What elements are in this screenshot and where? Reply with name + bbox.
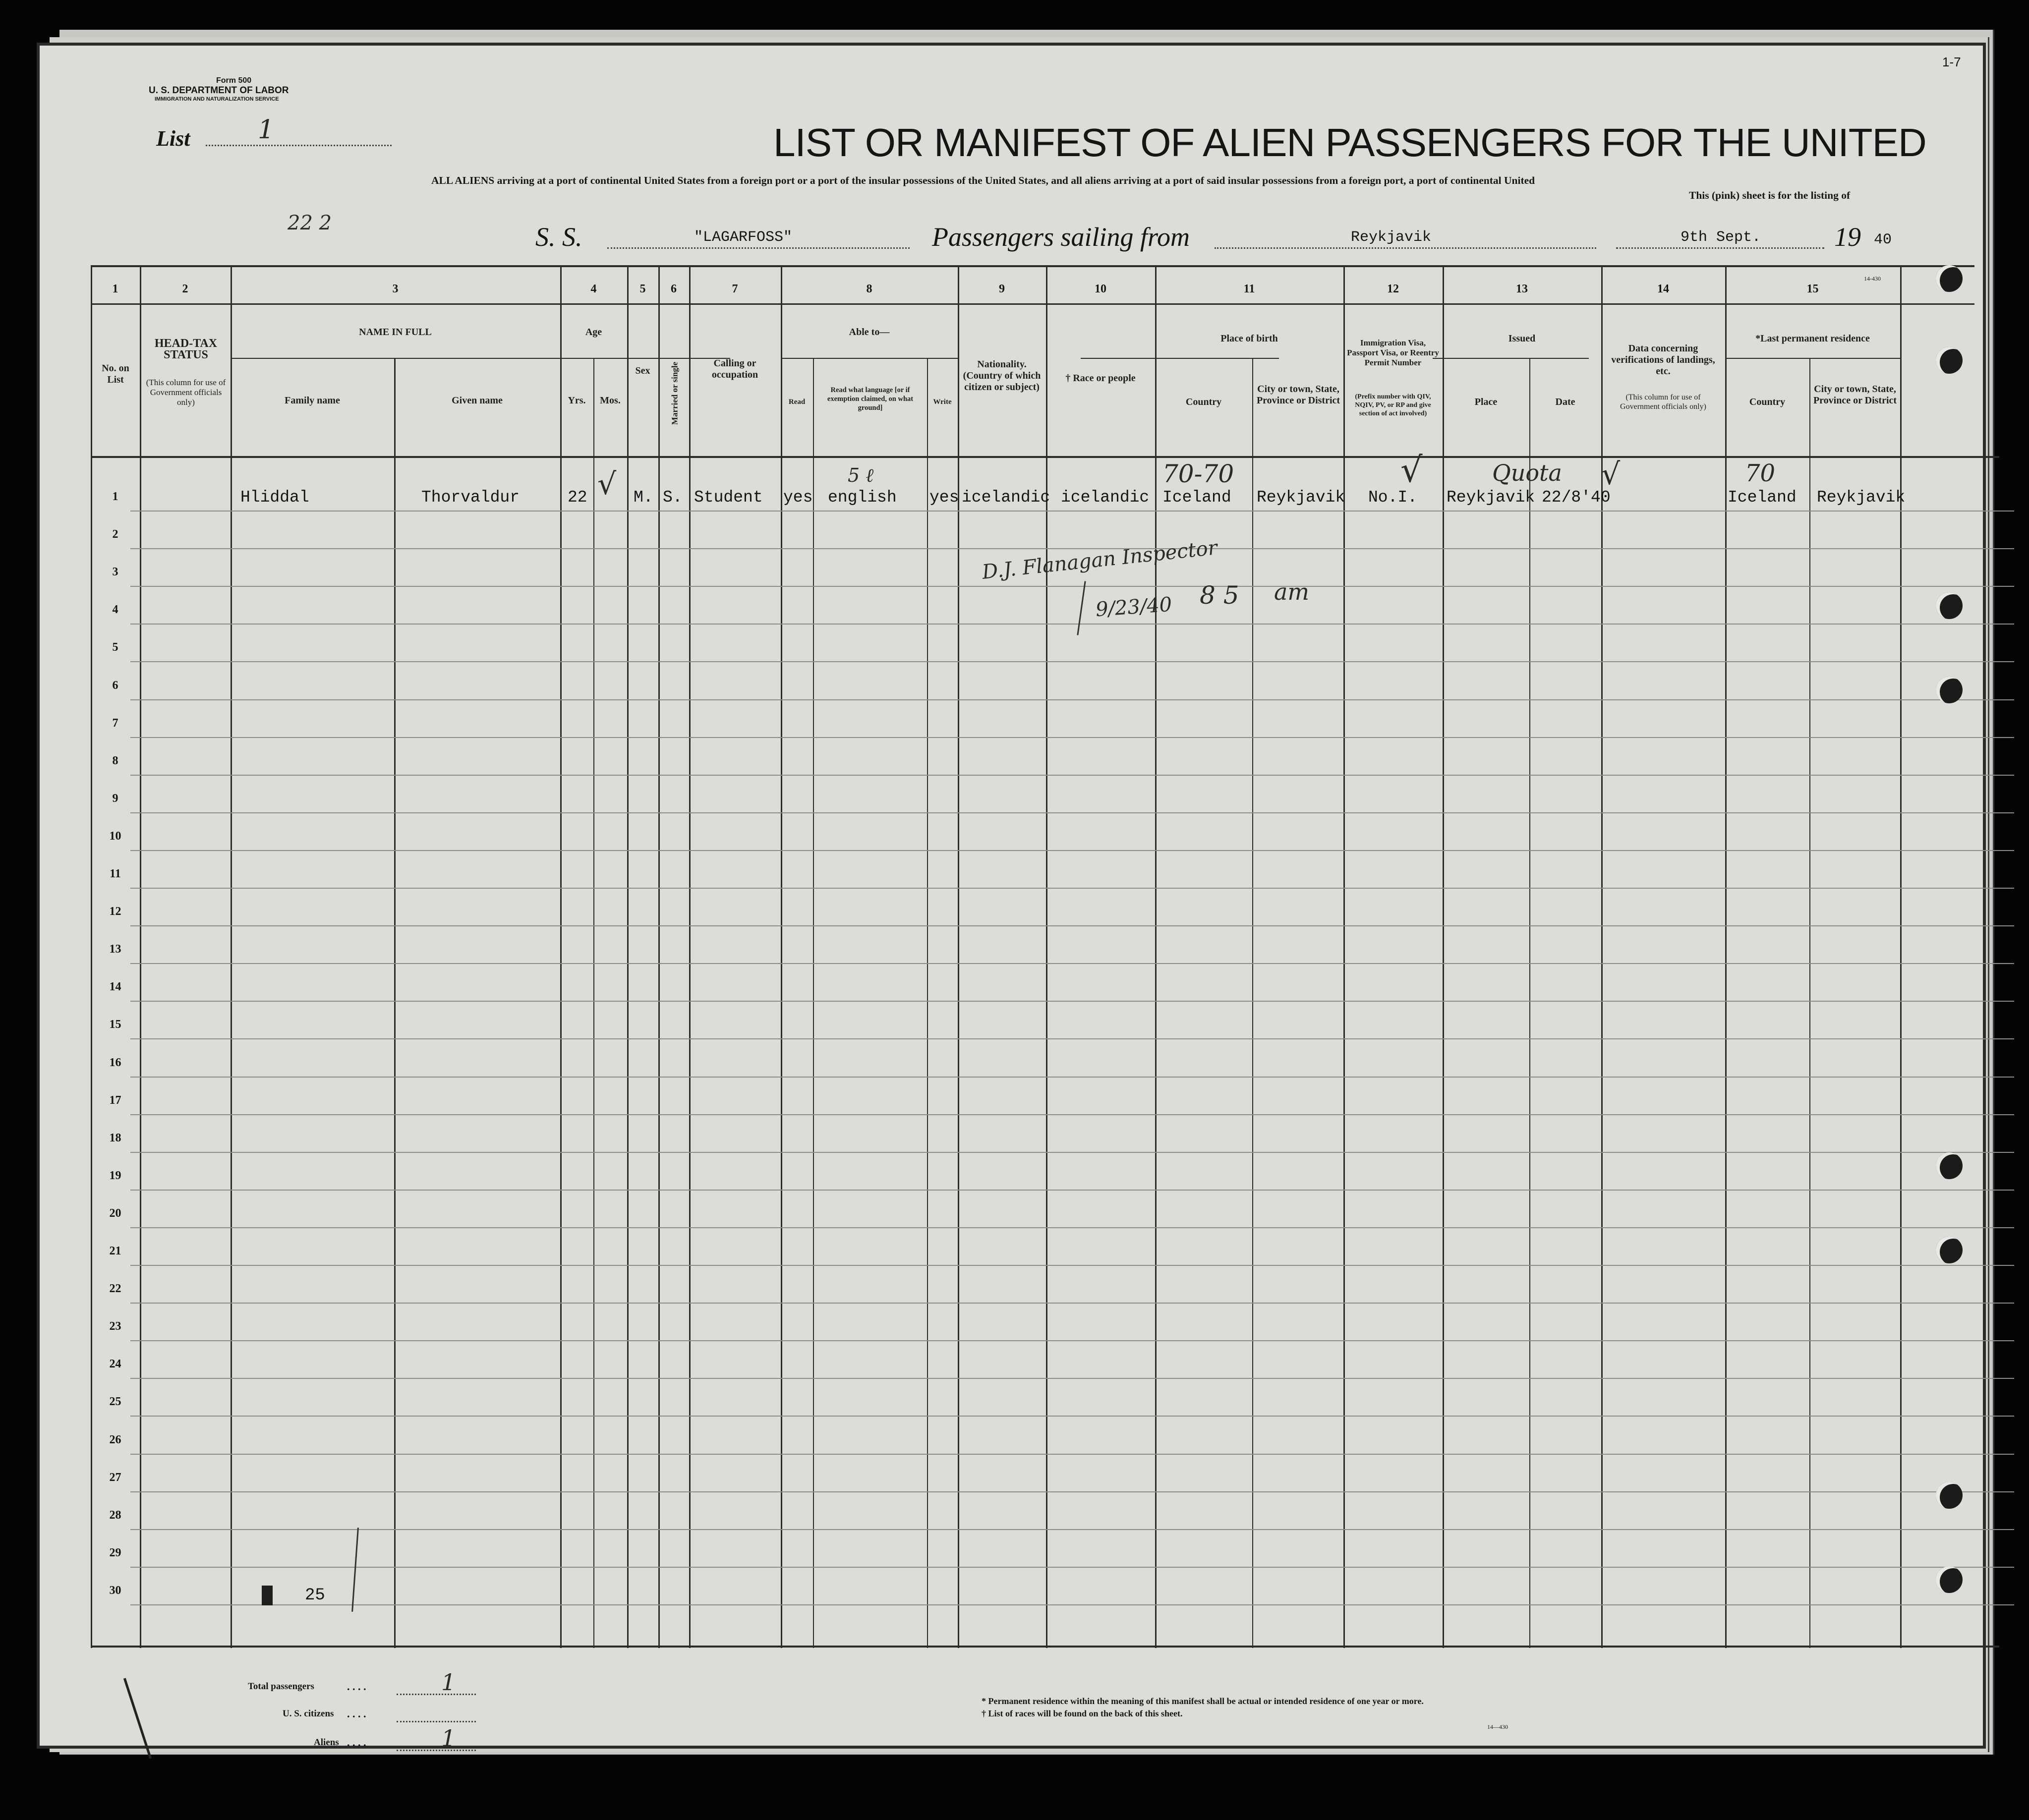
col-number-8: 8: [866, 283, 872, 295]
col-line-18: [1529, 358, 1530, 1648]
header-sex: Sex: [635, 365, 650, 376]
table-row-line: [130, 586, 2014, 587]
row1-issued-date: 22/8'40: [1542, 488, 1611, 507]
header-residence-country: Country: [1749, 397, 1786, 407]
inspection-ampm: am: [1274, 578, 1310, 605]
col-line-10: [813, 358, 814, 1648]
binder-hole-5: [1936, 1152, 1963, 1179]
header-given-name: Given name: [452, 395, 503, 406]
row-number: 18: [109, 1131, 121, 1144]
table-row-line: [130, 699, 2014, 700]
table-row-line: [130, 775, 2014, 776]
table-row-line: [130, 1152, 2014, 1153]
table-row-line: [130, 737, 2014, 738]
check-mark-mos: √: [597, 467, 617, 502]
footnote-permanent-residence: * Permanent residence within the meaning of this manifest shall be actual or intended residence of one year or more.: [982, 1696, 1424, 1706]
row1-issued-place: Reykjavik: [1447, 488, 1535, 507]
row-number: 10: [109, 829, 121, 843]
row1-residence-city: Reykjavik: [1817, 488, 1906, 507]
row-number: 21: [109, 1245, 121, 1257]
row-number: 1: [112, 490, 118, 503]
manifest-sheet: [40, 46, 1983, 1752]
row-number: 11: [110, 867, 121, 880]
row-number: 2: [112, 528, 118, 541]
col-number-7: 7: [732, 283, 738, 295]
table-row-line: [130, 1001, 2014, 1002]
header-able-to: Able to—: [849, 327, 890, 338]
table-row-line: [130, 1604, 2014, 1605]
department-label: U. S. DEPARTMENT OF LABOR: [149, 85, 289, 96]
table-row-line: [130, 1265, 2014, 1266]
header-visa: Immigration Visa, Passport Visa, or Reentry Permit Number: [1347, 338, 1439, 367]
col-line-2: [231, 265, 232, 1648]
col-line-21: [1809, 358, 1810, 1648]
header-birth-city: City or town, State, Province or District: [1256, 384, 1340, 406]
col-line-12: [958, 265, 959, 1648]
row-number: 16: [109, 1056, 121, 1069]
table-row-line: [130, 812, 2014, 813]
col-number-3: 3: [392, 283, 399, 295]
row1-family-name: Hliddal: [240, 488, 309, 507]
manifest-subtitle-2: This (pink) sheet is for the listing of: [1689, 189, 1851, 201]
list-underline: [206, 145, 392, 146]
table-row-line: [130, 1077, 2014, 1078]
row-number: 14: [109, 980, 121, 994]
language-annotation: 5 ℓ: [848, 464, 874, 486]
row-number: 13: [109, 943, 121, 956]
check-mark-issued: √: [1601, 457, 1621, 492]
table-row-line: [130, 1038, 2014, 1039]
ship-name: "LAGARFOSS": [694, 229, 793, 246]
col-line-3: [394, 358, 396, 1648]
row-number: 19: [109, 1169, 121, 1182]
col-number-14: 14: [1657, 283, 1669, 295]
col-number-12: 12: [1387, 283, 1399, 295]
inspector-signature: D.J. Flanagan Inspector: [981, 536, 1218, 584]
table-row-line: [130, 624, 2014, 625]
col-number-10: 10: [1095, 283, 1106, 295]
form-number: Form 500: [216, 76, 252, 85]
header-name-in-full: NAME IN FULL: [359, 327, 432, 338]
row-number: 17: [109, 1093, 121, 1107]
binder-hole-1: [1936, 265, 1963, 292]
table-row-line: [130, 963, 2014, 964]
header-calling: Calling or occupation: [711, 358, 758, 380]
row1-sex: M.: [634, 488, 653, 507]
header-yrs: Yrs.: [568, 395, 586, 406]
number-row-rule: [91, 303, 1974, 305]
col-line-15: [1252, 358, 1253, 1648]
row-number: 12: [109, 905, 121, 918]
binder-hole-8: [1936, 1566, 1963, 1593]
header-place-of-birth: Place of birth: [1220, 333, 1278, 344]
col-line-5: [593, 358, 594, 1648]
residence-sub-rule: [1725, 358, 1900, 359]
col-number-1: 1: [112, 283, 118, 295]
binder-hole-6: [1936, 1237, 1963, 1263]
col-line-4: [560, 265, 562, 1648]
row1-write: yes: [929, 488, 959, 507]
binder-hole-7: [1936, 1482, 1963, 1509]
total-passengers-label: Total passengers: [248, 1681, 314, 1692]
sailing-date: 9th Sept.: [1681, 229, 1761, 246]
row-number: 20: [109, 1206, 121, 1220]
table-row-line: [130, 1303, 2014, 1304]
row1-read: yes: [783, 488, 813, 507]
header-head-tax: HEAD-TAX STATUS: [154, 337, 218, 361]
row-number: 8: [112, 754, 118, 767]
header-issued-date: Date: [1555, 397, 1575, 407]
col-line-17: [1443, 265, 1444, 1648]
col-number-11: 11: [1243, 283, 1255, 295]
aliens-value: 1: [441, 1725, 456, 1752]
row1-occupation: Student: [694, 488, 763, 507]
row-number: 24: [109, 1358, 121, 1371]
table-row-line: [130, 1454, 2014, 1455]
table-row-line: [130, 1378, 2014, 1379]
col-line-6: [627, 265, 629, 1648]
table-bottom-rule: [91, 1646, 1999, 1648]
footer-code: 14—430: [1487, 1723, 1508, 1730]
table-row-line: [130, 1529, 2014, 1530]
binder-hole-4: [1936, 677, 1963, 703]
col-number-15: 15: [1806, 283, 1819, 295]
year-prefix: 19: [1834, 222, 1861, 252]
sailing-port: Reykjavik: [1351, 229, 1432, 246]
col-number-13: 13: [1516, 283, 1528, 295]
table-row-line: [130, 1190, 2014, 1191]
col-number-9: 9: [999, 283, 1005, 295]
header-read: Read: [788, 398, 806, 406]
row1-race: icelandic: [1061, 488, 1150, 507]
header-family-name: Family name: [285, 395, 340, 406]
row-number: 28: [109, 1508, 121, 1522]
header-head-tax-note: (This column for use of Government officials only): [146, 378, 226, 407]
header-nationality: Nationality. (Country of which citizen or subject): [963, 359, 1041, 393]
aliens-line: [397, 1750, 476, 1751]
row-number: 7: [112, 716, 118, 730]
row-number: 26: [109, 1433, 121, 1446]
bottom-stamp-number: 25: [305, 1586, 325, 1605]
ss-label: S. S.: [535, 222, 582, 252]
col-line-22: [1900, 265, 1902, 1648]
table-row-line: [130, 850, 2014, 851]
row-number: 25: [109, 1395, 121, 1409]
row-number: 22: [109, 1282, 121, 1296]
date-underline: [1616, 247, 1824, 249]
table-row-line: [130, 511, 2014, 512]
us-citizens-label: U. S. citizens: [283, 1708, 334, 1719]
row-number: 3: [112, 566, 118, 579]
header-read-language: Read what language [or if exemption claimed, on what ground]: [827, 386, 914, 412]
table-row-line: [130, 661, 2014, 662]
row1-visa: No.I.: [1368, 488, 1418, 507]
issued-sub-rule: [1433, 358, 1589, 359]
header-issued: Issued: [1508, 333, 1536, 344]
port-underline: [1215, 247, 1596, 249]
row-number: 4: [112, 603, 118, 617]
table-top-rule: [91, 265, 1974, 267]
row1-birth-country: Iceland: [1162, 488, 1231, 507]
year-suffix: 40: [1874, 231, 1892, 248]
header-birth-country: Country: [1185, 397, 1222, 407]
top-right-code: 14-430: [1864, 275, 1881, 282]
row-number: 5: [112, 641, 118, 654]
header-age: Age: [585, 327, 602, 338]
header-visa-note: (Prefix number with QIV, NQIV, PV, or RP and give section of act involved): [1355, 393, 1431, 417]
header-last-residence: *Last permanent residence: [1755, 333, 1870, 344]
header-data-note: (This column for use of Government officials only): [1620, 393, 1706, 411]
table-row-line: [130, 1114, 2014, 1115]
table-row-line: [130, 1491, 2014, 1492]
col-number-4: 4: [590, 283, 597, 295]
inspection-date: 9/23/40: [1095, 593, 1173, 622]
row-number: 6: [112, 679, 118, 692]
header-no-on-list: No. on List: [102, 363, 129, 385]
binder-hole-2: [1936, 347, 1963, 374]
col-line-14: [1155, 265, 1157, 1648]
col-line-16: [1343, 265, 1345, 1648]
row-number: 29: [109, 1546, 121, 1559]
check-mark-visa: √: [1400, 450, 1423, 490]
residence-annotation: 70: [1745, 459, 1776, 487]
col-line-9: [781, 265, 782, 1648]
table-row-line: [130, 1416, 2014, 1417]
birth-annotation: 70-70: [1162, 459, 1234, 488]
list-number: 1: [258, 115, 275, 145]
total-passengers-value: 1: [441, 1669, 456, 1696]
bottom-pen-stroke: [351, 1528, 359, 1612]
name-sub-rule: [231, 358, 730, 359]
header-write: Write: [933, 398, 952, 406]
header-data-concerning: Data concerning verifications of landings, etc.: [1611, 343, 1715, 377]
table-row-line: [130, 1567, 2014, 1568]
table-row-line: [130, 888, 2014, 889]
header-issued-place: Place: [1474, 397, 1498, 407]
top-right-corner-mark: 1-7: [1942, 55, 1961, 69]
row1-residence-country: Iceland: [1728, 488, 1797, 507]
margin-marks: 22 2: [288, 212, 332, 234]
header-mos: Mos.: [600, 395, 621, 406]
row-number: 15: [109, 1018, 121, 1031]
us-citizens-dots: . . . .: [347, 1707, 366, 1720]
birth-sub-rule: [1081, 358, 1279, 359]
table-row-line: [130, 1340, 2014, 1341]
service-label: IMMIGRATION AND NATURALIZATION SERVICE: [155, 96, 279, 102]
manifest-subtitle-1: ALL ALIENS arriving at a port of continental United States from a foreign port or a port of the insular possessions of the United States, and all aliens arriving at a port of said insular possessions from a foreign port, a port of continental United: [431, 174, 1535, 186]
ship-underline: [607, 247, 910, 249]
header-married: Married or single: [670, 361, 680, 425]
binder-hole-3: [1936, 592, 1963, 619]
table-row-line: [130, 1227, 2014, 1228]
col-number-6: 6: [671, 283, 677, 295]
col-line-7: [658, 265, 660, 1648]
table-row-line: [130, 925, 2014, 926]
us-citizens-line: [397, 1721, 476, 1722]
col-line-13: [1046, 265, 1047, 1648]
row1-birth-city: Reykjavik: [1257, 488, 1345, 507]
sailing-label: Passengers sailing from: [932, 222, 1190, 252]
col-line-11: [927, 358, 928, 1648]
col-number-2: 2: [182, 283, 188, 295]
manifest-title: LIST OR MANIFEST OF ALIEN PASSENGERS FOR THE UNITED: [773, 120, 1926, 165]
col-number-5: 5: [639, 283, 646, 295]
row-number: 9: [112, 792, 118, 805]
col-line-8: [689, 265, 691, 1648]
aliens-label: Aliens: [314, 1737, 339, 1748]
row1-age-yrs: 22: [568, 488, 587, 507]
bottom-stamp-mark: [262, 1586, 273, 1605]
row-number: 30: [109, 1584, 121, 1597]
issued-annotation: Quota: [1492, 459, 1562, 486]
aliens-dots: . . . .: [347, 1736, 366, 1749]
total-passengers-dots: . . . .: [347, 1680, 366, 1693]
footnote-list-of-races: † List of races will be found on the back of this sheet.: [982, 1708, 1183, 1718]
col-line-1: [140, 265, 141, 1648]
list-label: List: [156, 126, 190, 151]
row1-given-name: Thorvaldur: [421, 488, 520, 507]
inspection-time: 8 5: [1200, 581, 1239, 610]
col-line-20: [1725, 265, 1727, 1648]
header-bottom-rule: [91, 456, 1999, 458]
row1-language: english: [828, 488, 897, 507]
able-sub-rule: [781, 358, 958, 359]
total-passengers-line: [397, 1694, 476, 1695]
header-race: † Race or people: [1065, 373, 1136, 384]
table-row-line: [130, 548, 2014, 549]
row1-nationality: icelandic: [962, 488, 1050, 507]
row1-married: S.: [663, 488, 683, 507]
inspection-bracket: [1077, 581, 1086, 635]
row-number: 23: [109, 1320, 121, 1333]
row-number: 27: [109, 1471, 121, 1484]
header-residence-city: City or town, State, Province or District: [1813, 384, 1897, 406]
